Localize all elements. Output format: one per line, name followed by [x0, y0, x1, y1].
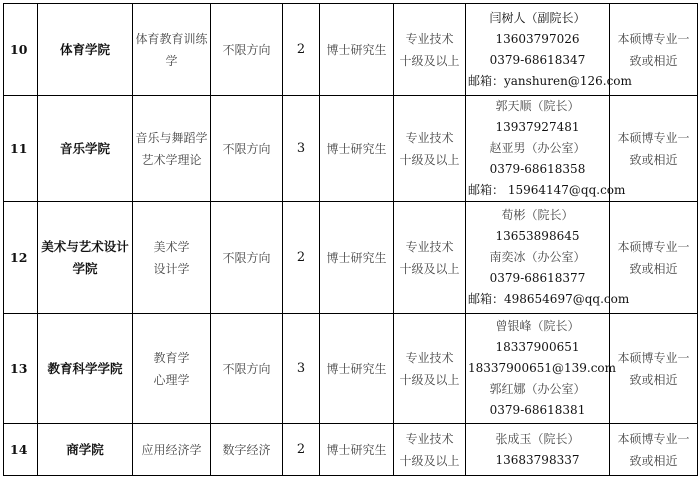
recruit-count: 3 — [283, 96, 320, 202]
education-level: 博士研究生 — [320, 424, 394, 476]
row-number: 10 — [4, 4, 38, 96]
discipline: 美术学 设计学 — [133, 202, 211, 314]
discipline: 音乐与舞蹈学 艺术学理论 — [133, 96, 211, 202]
education-level: 博士研究生 — [320, 4, 394, 96]
title-requirement: 专业技术 十级及以上 — [394, 314, 466, 424]
table-row — [4, 96, 698, 202]
other-requirement: 本硕博专业一 致或相近 — [610, 4, 698, 96]
other-requirement: 本硕博专业一 致或相近 — [610, 202, 698, 314]
row-number: 14 — [4, 424, 38, 476]
discipline: 体育教育训练学 — [133, 4, 211, 96]
research-direction: 不限方向 — [211, 96, 283, 202]
contact-info: 曾银峰（院长） 18337900651 18337900651@139.com 郭红娜（办公室） 0379-68618381 — [466, 314, 610, 424]
recruit-count: 3 — [283, 314, 320, 424]
title-requirement: 专业技术 十级及以上 — [394, 4, 466, 96]
other-requirement: 本硕博专业一 致或相近 — [610, 314, 698, 424]
recruit-count: 2 — [283, 4, 320, 96]
title-requirement: 专业技术 十级及以上 — [394, 202, 466, 314]
college-name: 音乐学院 — [38, 96, 133, 202]
discipline: 教育学 心理学 — [133, 314, 211, 424]
recruit-count: 2 — [283, 424, 320, 476]
education-level: 博士研究生 — [320, 96, 394, 202]
row-number: 13 — [4, 314, 38, 424]
table-row — [4, 4, 698, 96]
table-row — [4, 314, 698, 424]
research-direction: 不限方向 — [211, 314, 283, 424]
title-requirement: 专业技术 十级及以上 — [394, 96, 466, 202]
education-level: 博士研究生 — [320, 202, 394, 314]
contact-info: 荀彬（院长） 13653898645 南奕冰（办公室） 0379-68618377 邮箱：498654697@qq.com — [466, 202, 610, 314]
research-direction: 数字经济 — [211, 424, 283, 476]
table-row — [4, 202, 698, 314]
research-direction: 不限方向 — [211, 202, 283, 314]
other-requirement: 本硕博专业一 致或相近 — [610, 96, 698, 202]
college-name: 美术与艺术设计 学院 — [38, 202, 133, 314]
contact-info: 张成玉（院长） 13683798337 — [466, 424, 610, 476]
row-number: 12 — [4, 202, 38, 314]
research-direction: 不限方向 — [211, 4, 283, 96]
recruitment-table — [3, 3, 698, 476]
college-name: 教育科学学院 — [38, 314, 133, 424]
college-name: 体育学院 — [38, 4, 133, 96]
college-name: 商学院 — [38, 424, 133, 476]
contact-info: 郭天顺（院长） 13937927481 赵亚男（办公室） 0379-68618358 邮箱： 15964147@qq.com — [466, 96, 610, 202]
row-number: 11 — [4, 96, 38, 202]
recruit-count: 2 — [283, 202, 320, 314]
contact-info: 闫树人（副院长） 13603797026 0379-68618347 邮箱：yanshuren@126.com — [466, 4, 610, 96]
title-requirement: 专业技术 十级及以上 — [394, 424, 466, 476]
table-row — [4, 424, 698, 476]
education-level: 博士研究生 — [320, 314, 394, 424]
discipline: 应用经济学 — [133, 424, 211, 476]
other-requirement: 本硕博专业一 致或相近 — [610, 424, 698, 476]
